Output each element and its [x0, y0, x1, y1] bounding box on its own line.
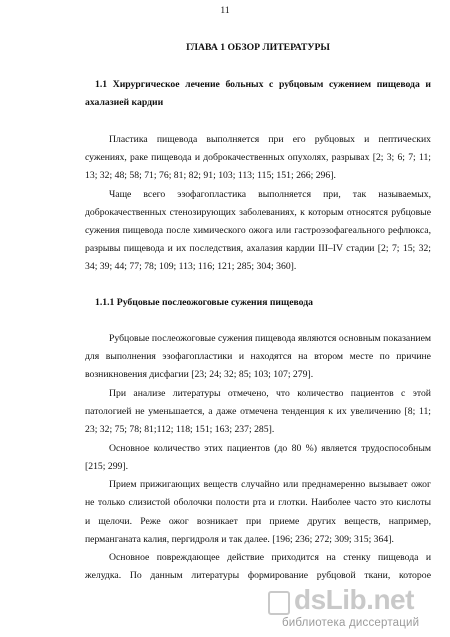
paragraph-line: не только слизистой оболочки полости рта и глотки. Наиболее часто это кислоты [85, 497, 431, 508]
dslib-watermark [268, 584, 438, 632]
watermark-subtitle: библиотека диссертаций [282, 617, 420, 629]
paragraph-line: 23; 32; 75; 78; 81;112; 118; 151; 163; 237; 285]. [85, 424, 275, 435]
book-icon [268, 591, 290, 615]
watermark-logo: dsLib.net [294, 584, 414, 615]
paragraph-line: и щелочи. Реже ожог возникает при приеме других веществ, например, [85, 516, 431, 527]
paragraph-line: Рубцовые послеожоговые сужения пищевода являются основным показанием [109, 333, 431, 344]
paragraph-line: 34; 39; 44; 77; 78; 109; 113; 116; 121; 285; 304; 360]. [85, 261, 297, 272]
section-heading-1-1-line2: ахалазией кардии [85, 97, 164, 108]
paragraph-line: патологией не уменьшается, а даже отмечена тенденция к их увеличению [8; 11; [85, 406, 431, 417]
paragraph-line: желудка. По данным литературы формирование рубцовой ткани, которое [85, 570, 431, 581]
paragraph-line: При анализе литературы отмечено, что количество пациентов с этой [109, 388, 431, 399]
paragraph-line: Чаще всего эзофагопластика выполняется при, так называемых, [109, 189, 431, 200]
paragraph-line: перманганата калия, пергидроля и так далее. [196; 236; 272; 309; 315; 364]. [85, 534, 394, 545]
paragraph-line: доброкачественных стенозирующих заболеваниях, к которым относятся рубцовые [85, 207, 431, 218]
paragraph-line: разрывы пищевода и их последствия, ахалазия кардии III–IV стадии [2; 7; 15; 32; [85, 243, 431, 254]
paragraph-line: сужения пищевода после химического ожога или гастроэзофагеального рефлюкса, [85, 225, 431, 236]
paragraph-line: Основное повреждающее действие приходится на стенку пищевода и [109, 552, 431, 563]
section-heading-1-1-1: 1.1.1 Рубцовые послеожоговые сужения пищевода [95, 297, 313, 308]
paragraph-line: для выполнения эзофагопластики и находятся на втором месте по причине [85, 351, 431, 362]
paragraph-line: Пластика пищевода выполняется при его рубцовых и пептических [109, 134, 431, 145]
paragraph-line: возникновения дисфагии [23; 24; 32; 85; 103; 107; 279]. [85, 369, 314, 380]
section-heading-1-1-line1: 1.1 Хирургическое лечение больных с рубцовым сужением пищевода и [95, 79, 431, 90]
chapter-title: ГЛАВА 1 ОБЗОР ЛИТЕРАТУРЫ [186, 42, 330, 53]
paragraph-line: Прием прижигающих веществ случайно или преднамеренно вызывает ожог [109, 479, 431, 490]
paragraph-line: Основное количество этих пациентов (до 80 %) является трудоспособным [109, 443, 431, 454]
paragraph-line: [215; 299]. [85, 461, 129, 472]
paragraph-line: сужениях, раке пищевода и доброкачественных опухолях, разрывах [2; 3; 6; 7; 11; [85, 152, 431, 163]
paragraph-line: 13; 32; 48; 58; 71; 76; 81; 82; 91; 103; 113; 115; 151; 266; 296]. [85, 170, 336, 181]
page-number: 11 [220, 6, 230, 16]
